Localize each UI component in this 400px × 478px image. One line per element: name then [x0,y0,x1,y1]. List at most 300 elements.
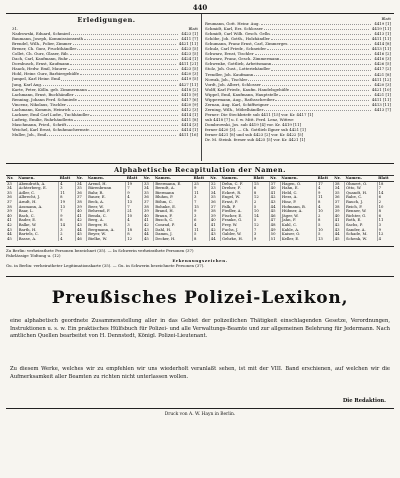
entry-name: Collet, Ch. Gurz, Glaser, Rib. [12,51,69,57]
entry-reference: 4419 [5] [181,76,198,82]
berufs-title: Erkennungszeichen. [172,258,228,263]
legend-line-2: Fahrlässige Tödtung u. (12) [6,253,61,258]
table-cell: 35 [209,195,220,200]
dot-leader [272,61,371,65]
table-cell: 21 [126,209,143,214]
table-cell: 4 [377,237,394,242]
table-cell: Schenk, W. [344,237,377,242]
dot-leader [78,97,178,101]
table-cell: 9 [252,237,269,242]
dot-leader [91,127,178,131]
list-item [12,132,198,137]
entry-name: Schulz, Carl Friedr., Schneider [205,46,267,52]
dot-leader [254,72,371,76]
table-cell: 34 [75,181,86,186]
dot-leader [261,21,372,25]
note-line: Ferner: Die Steckbriefe sub 4411 [15] vor. Kr. 4417 [1] [205,111,314,117]
table-cell: 7 [377,186,394,191]
left-subheader: 31. Blatt [12,26,198,31]
table-cell: 35 [7,189,12,195]
column-header: Blatt [377,176,394,182]
entry-reference: 4411 [16] [178,131,198,137]
table-cell: 13 [126,200,143,205]
dot-leader [67,122,178,126]
entry-name: Vordt, Joh. Albert, Schlosser [205,81,261,87]
dot-leader [69,56,178,60]
table-cell: Bartels, C. [17,232,58,237]
table-cell: 32 [209,181,220,186]
table-cell: 36 [209,200,220,205]
entry-reference: 4416 [2] [374,51,391,57]
table-cell: 35 [142,191,153,196]
table-cell: 11 [377,218,394,223]
table-cell: 45 [7,235,12,241]
column-header: Namen. [17,176,58,182]
column-header: Nr. [269,176,280,182]
table-cell: 13 [59,205,76,210]
column-header: Namen. [221,176,253,182]
table-cell: 43 [209,232,220,237]
entry-reference: 4421 [8] [374,71,391,77]
entry-reference: 4419 [11] [371,26,391,32]
table-cell: Renner, W. [344,209,377,214]
dot-leader [75,92,179,96]
entry-name: Muller, Joh., Emil [12,131,47,137]
table-cell: 3 [126,223,143,228]
entry-name: Haack, Hedw. Emil, Maurer [12,66,67,72]
entry-name: Dornbusch, Ernst, Kaufmann [12,61,70,67]
table-cell: 39 [142,209,153,214]
dot-leader [255,51,372,55]
table-cell: Abendroth, A. [17,181,58,186]
right-subheader: Blatt [381,16,391,21]
entry-name: Hohl, Heinr. Gurz, Barbiergehülfe [12,71,80,77]
table-cell: 45 [269,209,280,214]
entry-reference: 4413 [1] [374,31,391,37]
dot-leader [290,87,369,91]
table-cell: 11 [193,228,210,233]
table-cell: Bader, E. [17,218,58,223]
dot-leader [80,71,178,75]
entry-reference: 4423 [1] [181,31,198,37]
table-cell: Schade, M. [344,232,377,237]
table-cell: 18 [126,228,143,233]
notice-signature: Die Redaktion. [342,398,386,404]
recap-table-wrap [6,175,394,241]
table-cell: Frey, W. [221,223,253,228]
dot-leader [47,132,176,136]
table-cell: 44 [333,232,344,237]
table-cell: Engel, W. [221,195,253,200]
table-cell: 37 [209,205,220,210]
table-cell: 8 [316,218,333,223]
table-cell: 43 [333,228,344,233]
table-cell: 10 [316,209,333,214]
table-cell: 43 [142,228,153,233]
column-header: Nr. [333,176,344,182]
entry-reference: 4414 [8] [374,41,391,47]
table-cell: 47 [269,218,280,223]
dot-leader [72,107,179,111]
table-cell: 3 [252,232,269,237]
entry-name: Maschmann, Fried., Schrift [12,121,67,127]
table-cell: 39 [7,208,12,214]
column-header: Nr. [6,176,17,182]
table-cell: Sachs, P. [344,223,377,228]
notice-title: Preußisches Polizei-Lexikon, [51,288,349,308]
table-cell: 15 [193,205,210,210]
right-rows [205,21,391,112]
table-cell: 41 [269,191,280,196]
column-header: Nr. [142,176,153,182]
table-cell: 37 [142,200,153,205]
table-cell: 40 [209,218,220,223]
table-cell: 42 [209,228,220,233]
entry-name: Karte, Peter, Kölln. geb. Zimmermann [12,86,87,92]
table-cell: 5 [316,223,333,228]
table-cell: Eckert, R. [221,191,253,196]
table-cell: 6 [193,218,210,223]
table-cell: 8 [252,191,269,196]
entry-name: Schmidt, Carl Wilh. Gesch. Gelln. [205,31,272,37]
table-cell: 11 [193,191,210,196]
table-cell: Roth, E. [344,218,377,223]
table-cell: 38 [333,181,344,186]
entry-name: Wippermann, Aug., Rathsschreiber [205,96,275,102]
entry-name: Reumann, Gott. Heinr. Aug. [205,21,260,27]
table-cell: Rauch, J. [344,200,377,205]
recap-table [6,175,394,241]
column-divider [201,14,202,161]
table-cell: 19 [126,181,143,186]
dot-leader [275,97,368,101]
entry-name: Dach, Carl, Kaufmann, Ruhr [12,56,68,62]
table-cell: 38 [7,203,12,209]
table-cell: 4 [316,205,333,210]
footer-rule [6,408,394,409]
column-header: Nr. [209,176,220,182]
table-cell: 19 [59,200,76,205]
dot-leader [279,92,371,96]
table-cell: 36 [142,195,153,200]
table-cell: Baar, L. [17,209,58,214]
recap-title: Alphabetische Recapitulation der Namen. [114,166,286,174]
table-cell: Fuchs, J. [221,228,253,233]
table-cell: 6 [252,186,269,191]
column-header: Namen. [154,176,193,182]
table-cell: Kahle, A. [280,228,316,233]
table-cell: 3 [377,223,394,228]
table-cell: Quandt, H. [344,191,377,196]
table-cell: 8 [316,200,333,205]
entry-name: Brener, Ch. Gurz, Fruchthändler [12,46,77,52]
table-cell: 4 [126,195,143,200]
table-cell: Reich, F. [344,205,377,210]
table-cell: Hagen, O. [280,181,316,186]
dot-leader [264,107,371,111]
table-cell: Achterberg, E. [17,186,58,191]
entry-reference: 4420 [3] [181,71,198,77]
entry-reference: 4412 [3] [181,106,198,112]
table-cell: Bohnke, E. [154,205,193,210]
table-cell: 4 [59,237,76,242]
table-cell: 43 [269,200,280,205]
notice-paragraph-1: eine alphabetisch geordnete Zusammenstellung aller in das Gebiet der polizeilichen Thätigkeit einschlagenden Gesetze, Verordnungen, Instruktionen u. s. w. Ein praktisches Hülfsbuch für Polizei- und alle Verwaltungs-Beamte und zur allgemeinen Belehrung für Jedermann. Nach amtlichen Quellen bearbeitet von H. Dennstedt, Königl. Polizei-Lieutenant. [10,318,390,340]
dot-leader [248,77,369,81]
entry-reference: 4426 [5] [374,61,391,67]
table-cell: 14 [377,191,394,196]
table-cell: Brand, H. [154,209,193,214]
table-cell: 33 [142,181,153,186]
table-cell: Beck, A. [87,200,126,205]
table-cell: 38 [209,209,220,214]
entry-reference: 4413 [7] [374,106,391,112]
table-cell: 10 [252,209,269,214]
table-cell: 9 [377,228,394,233]
table-cell: Falk, P. [221,205,253,210]
table-cell: 42 [142,223,153,228]
table-cell: 9 [193,186,210,191]
entry-name: Lachmann, Ernst, Buchhändler [12,91,74,97]
table-cell: Herz, A. [280,195,316,200]
table-cell: 5 [252,218,269,223]
entry-name: Schwenke, Gottlieb, Arbeitsmann [205,61,272,67]
table-cell: 17 [316,181,333,186]
table-cell: Hahn, E. [280,186,316,191]
table-cell: Bahr, R. [87,191,126,196]
table-cell: 35 [75,186,86,191]
entry-reference: 4418 [2] [181,86,198,92]
table-cell: Barth, H. [17,228,58,233]
table-cell: 41 [333,218,344,223]
dot-leader [271,66,371,70]
table-cell: Jahn, F. [280,218,316,223]
table-cell: 4 [59,181,76,186]
entry-reference: 4413 [11] [371,101,391,107]
table-cell: 44 [75,228,86,233]
table-cell: 8 [193,237,210,242]
entry-reference: 4421 [10] [371,86,391,92]
table-cell: 9 [316,191,333,196]
table-cell: 42 [7,221,12,227]
entry-name: Wippel, Emil, Kaufmann, Hauptstelle [205,91,279,97]
table-cell: 5 [193,232,210,237]
table-cell: 2 [252,200,269,205]
entry-reference: 4413 [11] [371,46,391,52]
table-cell: Assmann, A. [17,205,58,210]
table-cell: 43 [7,226,12,232]
table-cell: 10 [126,214,143,219]
table-cell: 37 [269,181,280,186]
table-cell: 41 [7,217,12,223]
table-cell: 44 [209,237,220,242]
table-cell: Balke, W. [17,223,58,228]
table-cell: 8 [59,195,76,200]
table-cell: 42 [75,218,86,223]
table-cell: 36 [7,194,12,200]
table-cell: 37 [7,198,12,204]
table-cell: 43 [75,223,86,228]
table-cell: Berndt, A. [154,186,193,191]
dot-leader [68,66,178,70]
table-cell: 42 [269,195,280,200]
dot-leader [73,41,176,45]
table-cell: Keller, E. [280,237,316,242]
table-cell: 39 [209,214,220,219]
table-cell: Gehrke, H. [221,237,253,242]
note-line: ferner 4421 [8] und sub 4423 [2] vor. Kr. 4422 [5] [205,131,304,137]
dot-leader [90,112,178,116]
table-cell: Decker, H. [154,237,193,242]
entry-name: Lackner, Emil Carl Ludw., Tuchhändler [12,111,90,117]
table-cell: 48 [269,223,280,228]
table-cell: Ernst, P. [221,200,253,205]
entry-name: Schwarz, Ernst, Tischler [205,51,254,57]
table-cell: Beyer, W. [87,232,126,237]
table-cell: 3 [193,195,210,200]
table-cell: 39 [333,209,344,214]
column-header: Blatt [252,176,269,182]
notice-rule [6,276,394,277]
table-cell: 46 [269,214,280,219]
entry-name: Jung, Karl Aug. [12,81,43,87]
table-cell: 45 [333,237,344,242]
table-cell: 7 [252,228,269,233]
table-cell: 2 [377,200,394,205]
table-cell: 40 [269,186,280,191]
dot-leader [74,117,178,121]
table-cell: Rabe, C. [344,195,377,200]
entry-name: Nadrowski, Eduard, Schmied [12,31,70,37]
table-cell: 25 [193,181,210,186]
printer-imprint: Druck von A. W. Hayn in Berlin. [164,412,236,417]
dot-leader [71,31,178,35]
table-cell: 3 [193,214,210,219]
entry-name: Lachmann, Kommis, Heinrich [12,106,71,112]
table-cell: 36 [75,191,86,196]
table-cell: Kahl, C. [280,223,316,228]
berufs-line: Gu. in Berlin: verheiratheter Legitimationskarte (35). — Gu. in Schwerin bezeichnete Personen (37). [6,263,205,268]
table-cell: 33 [7,180,12,186]
entry-reference: 4414 [3] [181,121,198,127]
table-cell: Held, C. [280,191,316,196]
table-cell: Gabler, W. [221,232,253,237]
dot-leader [43,82,176,86]
entry-name: Trendler, Joh. Kaufmann [205,71,254,77]
table-cell: Damm, J. [154,232,193,237]
table-cell: 41 [142,218,153,223]
note-line: Dr. M. Steinb. ferner sub 4425 [5] vor. Kr. 4421 [1] [205,136,306,142]
table-cell: Bielke, W. [87,237,126,242]
table-cell: 34 [142,186,153,191]
entry-reference: 4421 [1] [374,91,391,97]
table-cell: 9 [126,191,143,196]
table-cell: 15 [252,181,269,186]
table-cell: 39 [75,205,86,210]
legend-block [6,248,394,268]
entry-reference: 4417 [6] [181,96,198,102]
table-cell: 40 [142,214,153,219]
table-cell: 40 [7,212,12,218]
left-column-list [12,26,198,137]
recap-bottom-rule [6,246,394,247]
entry-reference: 4421 [11] [178,41,198,47]
section-heading-erledigungen: Erledigungen. [77,16,136,24]
dot-leader [270,102,369,106]
table-cell: 2 [316,214,333,219]
column-header: Blatt [59,176,76,182]
table-cell: 13 [316,237,333,242]
table-cell: 14 [252,214,269,219]
entry-reference: 4417 [2] [374,66,391,72]
table-row [6,237,394,242]
entry-reference: 4411 [11] [371,96,391,102]
dot-leader [264,26,369,30]
table-cell: Franke, G. [221,218,253,223]
table-cell: 7 [126,205,143,210]
entry-name: Vincenz, Nikolaus, Tischler [12,101,66,107]
entry-name: Schmidt, Karl, Erz. Schlosser [205,26,263,32]
table-cell: 46 [75,237,86,242]
table-cell: Dehn, C. F. [221,181,253,186]
table-cell: 8 [126,232,143,237]
dot-leader [88,87,179,91]
table-cell: 11 [59,191,76,196]
mid-rule [6,163,394,164]
table-cell: 45 [142,237,153,242]
table-cell: 8 [377,209,394,214]
table-cell: 8 [59,218,76,223]
table-cell: Berg, A. [87,218,126,223]
entry-reference: 4416 [3] [374,56,391,62]
page-number: 440 [192,3,208,12]
entry-name: Schwarz, Franz, Gesch. Zimmermann [205,56,280,62]
table-cell: 40 [75,209,86,214]
column-header: Blatt [193,176,210,182]
entry-name: Brendel, Wilh., Polier, Zimmer [12,41,72,47]
table-cell: 45 [75,232,86,237]
table-cell: Hofmann, B. [280,205,316,210]
table-cell: 6 [377,214,394,219]
note-line: sub 4418 [7] u. f. w. Mitt. Ferd. Lenz, Wittwe [205,116,294,122]
table-cell: 12 [252,195,269,200]
recap-body [6,181,394,241]
table-cell: 38 [333,205,344,210]
entry-reference: 4419 [1] [374,21,391,27]
legend-line-1: Zu Berlin: verheirathete Personen bezeichnet (35). — In Schwerin verheirathete Personen (37) [6,248,194,253]
table-cell: 41 [209,223,220,228]
table-cell: Busch, C. [154,218,193,223]
table-cell: 38 [75,200,86,205]
table-cell: 4 [126,218,143,223]
table-cell: 3 [59,186,76,191]
table-cell: 14 [59,223,76,228]
table-cell: 33 [209,186,220,191]
table-cell: 40 [333,214,344,219]
table-cell: 7 [126,186,143,191]
table-cell: 3 [59,228,76,233]
dot-leader [267,46,369,50]
entry-name: Ludwig, Emilie, Ruhrhändlerin [12,116,73,122]
table-cell: 2 [59,232,76,237]
dot-leader [290,41,372,45]
dot-leader [84,36,178,40]
table-cell: 11 [316,195,333,200]
entry-reference: 4411 [8] [181,116,198,122]
column-header: Blatt [126,176,143,182]
table-cell: Jäger, W. [280,214,316,219]
dot-leader [67,102,179,106]
